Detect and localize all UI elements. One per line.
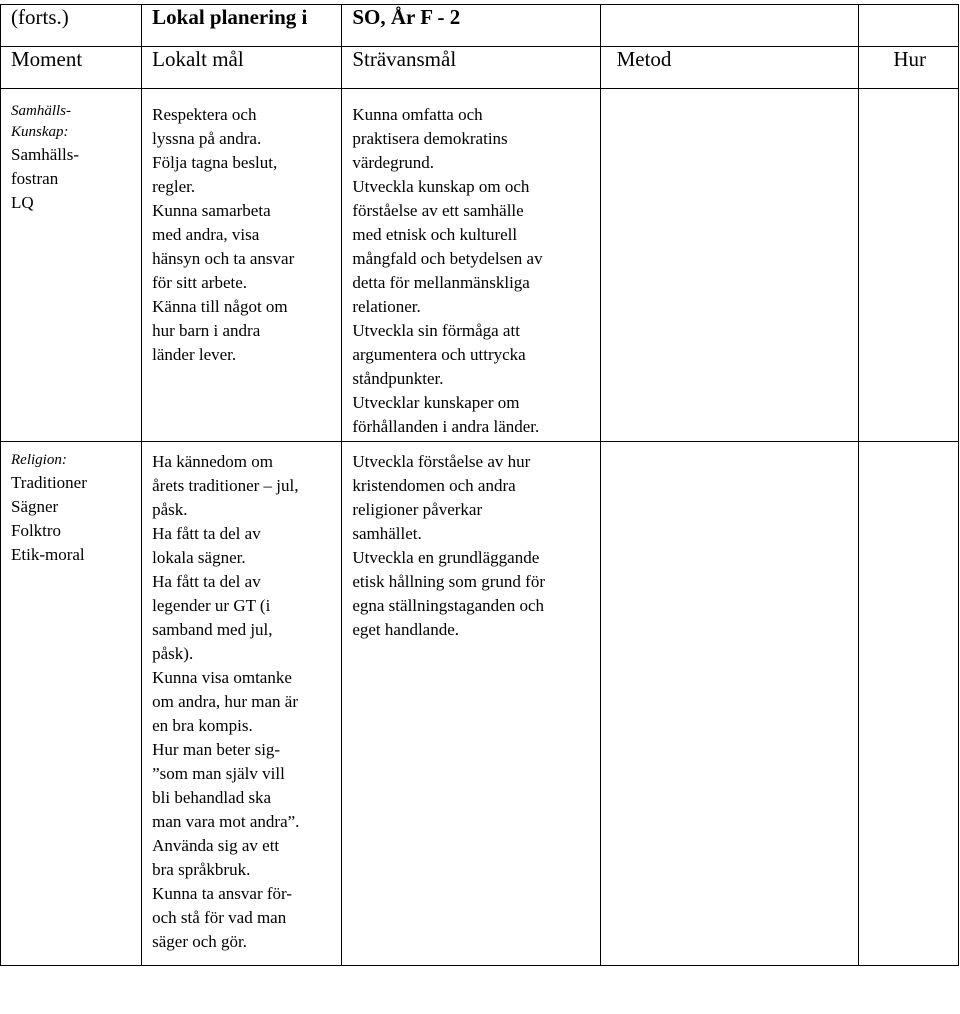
moment-line: Etik-moral bbox=[11, 545, 85, 564]
moment-line: Traditioner bbox=[11, 473, 87, 492]
metod-cell bbox=[600, 442, 858, 966]
table-row bbox=[1, 89, 959, 442]
header-stravansmal: Strävansmål bbox=[342, 47, 600, 89]
hur-cell bbox=[858, 442, 958, 966]
planning-table bbox=[0, 4, 959, 966]
lokalt-mal-cell: Respektera och lyssna på andra. Följa tagna beslut, regler. Kunna samarbeta med andra, visa hänsyn och ta ansvar för sitt arbete. Känna till något om hur barn i andra länder lever. bbox=[142, 89, 342, 442]
header-lokalt-mal: Lokalt mål bbox=[142, 47, 342, 89]
moment-heading: Religion: bbox=[11, 452, 67, 468]
moment-heading: Samhälls- bbox=[11, 103, 71, 119]
lokalt-mal-cell: Ha kännedom om årets traditioner – jul, påsk. Ha fått ta del av lokala sägner. Ha fått ta del av legender ur GT (i samband med jul, påsk). Kunna visa omtanke om andra, hur man är en bra kompis. Hur man beter sig- ”som man själv vill bli behandlad ska man vara mot andra”. Använda sig av ett bra språkbruk. Kunna ta ansvar för- och stå för vad man säger och gör. bbox=[142, 442, 342, 966]
table-row bbox=[1, 442, 959, 966]
hur-cell bbox=[858, 89, 958, 442]
forts-cell bbox=[1, 5, 142, 47]
forts-label: (forts.) bbox=[11, 5, 69, 29]
plan-title-cell bbox=[142, 5, 342, 47]
metod-cell bbox=[600, 89, 858, 442]
column-header-row bbox=[1, 47, 959, 89]
subject-title: SO, År F - 2 bbox=[352, 5, 461, 29]
moment-line: fostran bbox=[11, 169, 59, 188]
header-hur: Hur bbox=[858, 47, 958, 89]
moment-cell bbox=[1, 442, 142, 966]
stravansmal-cell: Utveckla förståelse av hur kristendomen och andra religioner påverkar samhället. Utveckla en grundläggande etisk hållning som grund för egna ställningstaganden och eget handlande. bbox=[342, 442, 600, 966]
moment-line: Samhälls- bbox=[11, 145, 79, 164]
subject-cell bbox=[342, 5, 600, 47]
header-moment: Moment bbox=[1, 47, 142, 89]
header-metod: Metod bbox=[600, 47, 858, 89]
moment-line: LQ bbox=[11, 193, 34, 212]
moment-cell bbox=[1, 89, 142, 442]
moment-line: Sägner bbox=[11, 497, 59, 516]
plan-title: Lokal planering i bbox=[152, 5, 308, 29]
moment-heading: Kunskap: bbox=[11, 124, 69, 140]
stravansmal-cell: Kunna omfatta och praktisera demokratins värdegrund. Utveckla kunskap om och förståelse av ett samhälle med etnisk och kulturell mångfald och betydelsen av detta för mellanmänskliga relationer. Utveckla sin förmåga att argumentera och uttrycka ståndpunkter. Utvecklar kunskaper om förhållanden i andra länder. bbox=[342, 89, 600, 442]
title-row bbox=[1, 5, 959, 47]
moment-line: Folktro bbox=[11, 521, 62, 540]
